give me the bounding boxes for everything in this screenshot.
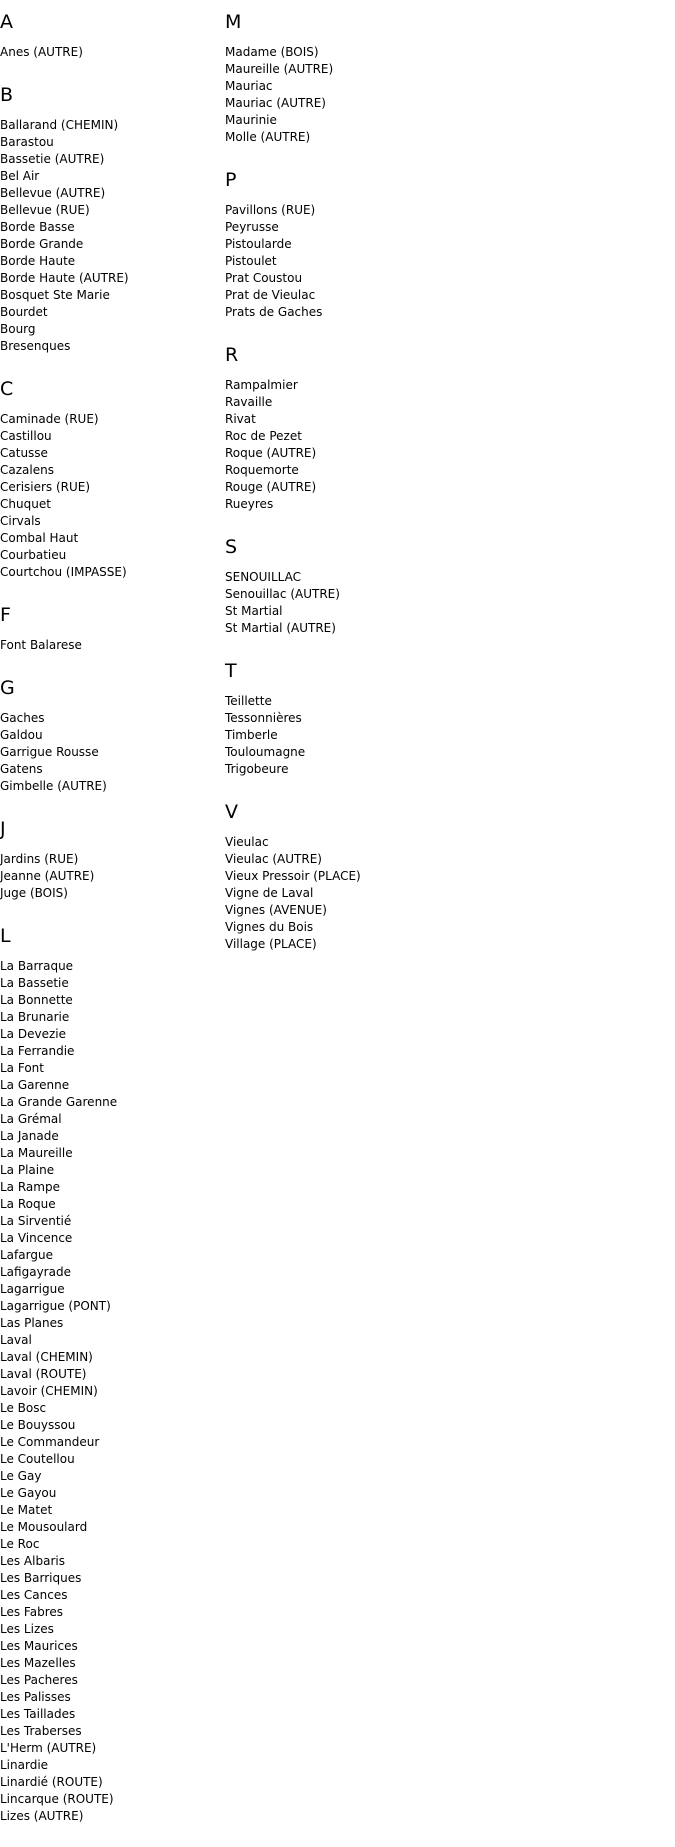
place-list-item: Maurinie: [225, 113, 277, 127]
place-list-item: Le Mousoulard: [0, 1520, 88, 1534]
place-list-item: Bosquet Ste Marie: [0, 288, 110, 302]
place-list-item: Chuquet: [0, 497, 51, 511]
place-list-item: La Plaine: [0, 1163, 55, 1177]
place-list-item: Courbatieu: [0, 548, 67, 562]
place-list-item: Peyrusse: [225, 220, 279, 234]
place-list-item: Cirvals: [0, 514, 41, 528]
place-list-item: Courtchou (IMPASSE): [0, 565, 127, 579]
place-list-item: Roquemorte: [225, 463, 299, 477]
place-list-item: Bresenques: [0, 339, 71, 353]
place-list: [225, 569, 525, 637]
place-list-item: Rivat: [225, 412, 256, 426]
place-list-item: La Grande Garenne: [0, 1095, 118, 1109]
place-list-item: Prat Coustou: [225, 271, 303, 285]
place-list-item: Jeanne (AUTRE): [0, 869, 95, 883]
place-list-item: Vigne de Laval: [225, 886, 314, 900]
place-list-item: Les Barriques: [0, 1571, 82, 1585]
place-list-item: Senouillac (AUTRE): [225, 587, 340, 601]
place-list-item: Castillou: [0, 429, 52, 443]
place-list-item: Les Traberses: [0, 1724, 82, 1738]
place-list-item: Les Lizes: [0, 1622, 54, 1636]
place-list-item: Le Commandeur: [0, 1435, 100, 1449]
place-list-item: La Barraque: [0, 959, 74, 973]
place-list-item: Vieulac: [225, 835, 269, 849]
place-list-item: Juge (BOIS): [0, 886, 68, 900]
place-list: [0, 44, 225, 61]
place-list: [225, 693, 525, 778]
place-list-item: Bel Air: [0, 169, 40, 183]
place-list-item: Catusse: [0, 446, 48, 460]
place-list-item: La Janade: [0, 1129, 59, 1143]
place-list-item: La Bassetie: [0, 976, 69, 990]
place-list-item: Cerisiers (RUE): [0, 480, 91, 494]
section-letter-heading: G: [0, 677, 15, 699]
place-list: [0, 411, 225, 581]
place-list-item: La Sirventié: [0, 1214, 72, 1228]
place-list: [225, 377, 525, 513]
place-list-item: La Grémal: [0, 1112, 62, 1126]
place-list: [0, 710, 225, 795]
place-list-item: Lizes (AUTRE): [0, 1809, 84, 1823]
section-letter-heading: V: [225, 801, 238, 823]
place-list-item: Le Bosc: [0, 1401, 47, 1415]
place-list-item: Lafigayrade: [0, 1265, 71, 1279]
place-list-item: Le Gay: [0, 1469, 42, 1483]
place-list-item: Rouge (AUTRE): [225, 480, 317, 494]
place-list: [225, 834, 525, 953]
section-letter-heading: B: [0, 84, 14, 106]
place-list-item: Le Roc: [0, 1537, 40, 1551]
place-list-item: Jardins (RUE): [0, 852, 79, 866]
letter-section: [225, 168, 525, 321]
place-list-item: Laval (CHEMIN): [0, 1350, 93, 1364]
place-list-item: Bellevue (AUTRE): [0, 186, 106, 200]
letter-section: [225, 10, 525, 146]
place-list-item: Rueyres: [225, 497, 274, 511]
place-list-item: Font Balarese: [0, 638, 82, 652]
section-letter-heading: M: [225, 11, 242, 33]
section-letter-heading: A: [0, 11, 13, 33]
place-list-item: Laval (ROUTE): [0, 1367, 87, 1381]
place-list-item: Pistoulet: [225, 254, 277, 268]
place-list-item: L'Herm (AUTRE): [0, 1741, 97, 1755]
place-list: [225, 44, 525, 146]
place-list: [0, 117, 225, 355]
place-list: [225, 202, 525, 321]
place-list-item: Madame (BOIS): [225, 45, 319, 59]
place-list-item: Les Maurices: [0, 1639, 78, 1653]
place-list-item: Gaches: [0, 711, 45, 725]
right-column: [225, 0, 525, 975]
place-list-item: Linardié (ROUTE): [0, 1775, 103, 1789]
section-letter-heading: L: [0, 925, 11, 947]
place-list-item: La Brunarie: [0, 1010, 70, 1024]
place-list-item: Bourg: [0, 322, 36, 336]
section-letter-heading: J: [0, 818, 6, 840]
place-list-item: Borde Haute (AUTRE): [0, 271, 129, 285]
place-list-item: Les Albaris: [0, 1554, 65, 1568]
place-list-item: Mauriac (AUTRE): [225, 96, 326, 110]
place-list-item: Linardie: [0, 1758, 49, 1772]
place-list-item: La Devezie: [0, 1027, 66, 1041]
place-list-item: La Bonnette: [0, 993, 73, 1007]
place-list-item: Molle (AUTRE): [225, 130, 311, 144]
place-list-item: La Vincence: [0, 1231, 73, 1245]
place-list-item: Le Gayou: [0, 1486, 57, 1500]
letter-section: [0, 10, 225, 61]
place-list-item: Les Pacheres: [0, 1673, 78, 1687]
place-list-item: Teillette: [225, 694, 272, 708]
place-list-item: Pavillons (RUE): [225, 203, 316, 217]
place-list-item: Lafargue: [0, 1248, 53, 1262]
place-list-item: Rampalmier: [225, 378, 298, 392]
letter-section: [225, 800, 525, 953]
place-list-item: Lagarrigue (PONT): [0, 1299, 111, 1313]
place-list-item: La Garenne: [0, 1078, 70, 1092]
place-list-item: Maureille (AUTRE): [225, 62, 334, 76]
place-list-item: La Maureille: [0, 1146, 73, 1160]
place-list-item: Gatens: [0, 762, 43, 776]
place-list-item: Roc de Pezet: [225, 429, 302, 443]
section-letter-heading: R: [225, 344, 239, 366]
place-list: [0, 958, 225, 1825]
letter-section: [0, 603, 225, 654]
place-list-item: La Roque: [0, 1197, 56, 1211]
letter-section: [0, 377, 225, 581]
place-list-item: Bourdet: [0, 305, 48, 319]
place-list-item: Ballarand (CHEMIN): [0, 118, 119, 132]
place-list-item: Laval: [0, 1333, 32, 1347]
place-list-item: Borde Haute: [0, 254, 76, 268]
place-list-item: Les Cances: [0, 1588, 68, 1602]
place-list-item: Vignes (AVENUE): [225, 903, 327, 917]
section-letter-heading: F: [0, 604, 11, 626]
place-list-item: Le Matet: [0, 1503, 53, 1517]
place-list-item: Touloumagne: [225, 745, 306, 759]
letter-section: [0, 817, 225, 902]
place-list-item: Cazalens: [0, 463, 54, 477]
place-list-item: Lincarque (ROUTE): [0, 1792, 114, 1806]
place-list-item: Vieulac (AUTRE): [225, 852, 322, 866]
place-list-item: Galdou: [0, 728, 43, 742]
place-list-item: SENOUILLAC: [225, 570, 301, 584]
place-list-item: Tessonnières: [225, 711, 302, 725]
place-list-item: Borde Grande: [0, 237, 84, 251]
place-list: [0, 637, 225, 654]
place-list-item: Village (PLACE): [225, 937, 317, 951]
place-list-item: Les Mazelles: [0, 1656, 76, 1670]
place-list-item: Vignes du Bois: [225, 920, 314, 934]
section-letter-heading: S: [225, 536, 238, 558]
place-list-item: Barastou: [0, 135, 54, 149]
place-list-item: Roque (AUTRE): [225, 446, 317, 460]
place-list-item: La Font: [0, 1061, 44, 1075]
place-list-item: Pistoularde: [225, 237, 292, 251]
letter-section: [225, 343, 525, 513]
place-list-item: Gimbelle (AUTRE): [0, 779, 107, 793]
place-list-item: Les Taillades: [0, 1707, 76, 1721]
place-list-item: Vieux Pressoir (PLACE): [225, 869, 361, 883]
letter-section: [0, 924, 225, 1825]
place-list: [0, 851, 225, 902]
left-column: [0, 0, 225, 1847]
place-list-item: Les Palisses: [0, 1690, 71, 1704]
section-letter-heading: P: [225, 169, 237, 191]
letter-section: [0, 676, 225, 795]
place-list-item: Prat de Vieulac: [225, 288, 316, 302]
letter-section: [0, 83, 225, 355]
place-list-item: Borde Basse: [0, 220, 75, 234]
place-list-item: St Martial (AUTRE): [225, 621, 336, 635]
place-list-item: Mauriac: [225, 79, 273, 93]
place-list-item: Combal Haut: [0, 531, 79, 545]
letter-section: [225, 659, 525, 778]
place-list-item: Prats de Gaches: [225, 305, 323, 319]
place-list-item: Las Planes: [0, 1316, 64, 1330]
place-list-item: La Ferrandie: [0, 1044, 75, 1058]
place-list-item: Le Coutellou: [0, 1452, 75, 1466]
section-letter-heading: C: [0, 378, 14, 400]
place-list-item: Le Bouyssou: [0, 1418, 76, 1432]
place-list-item: Anes (AUTRE): [0, 45, 83, 59]
place-list-item: Garrigue Rousse: [0, 745, 99, 759]
place-list-item: Bassetie (AUTRE): [0, 152, 105, 166]
place-list-item: St Martial: [225, 604, 283, 618]
place-list-item: Les Fabres: [0, 1605, 63, 1619]
place-list-item: Caminade (RUE): [0, 412, 99, 426]
section-letter-heading: T: [225, 660, 237, 682]
place-list-item: Bellevue (RUE): [0, 203, 90, 217]
place-list-item: Lavoir (CHEMIN): [0, 1384, 98, 1398]
place-list-item: Lagarrigue: [0, 1282, 65, 1296]
place-list-item: Timberle: [225, 728, 278, 742]
place-list-item: La Rampe: [0, 1180, 60, 1194]
place-list-item: Trigobeure: [225, 762, 289, 776]
place-list-item: Ravaille: [225, 395, 273, 409]
letter-section: [225, 535, 525, 637]
